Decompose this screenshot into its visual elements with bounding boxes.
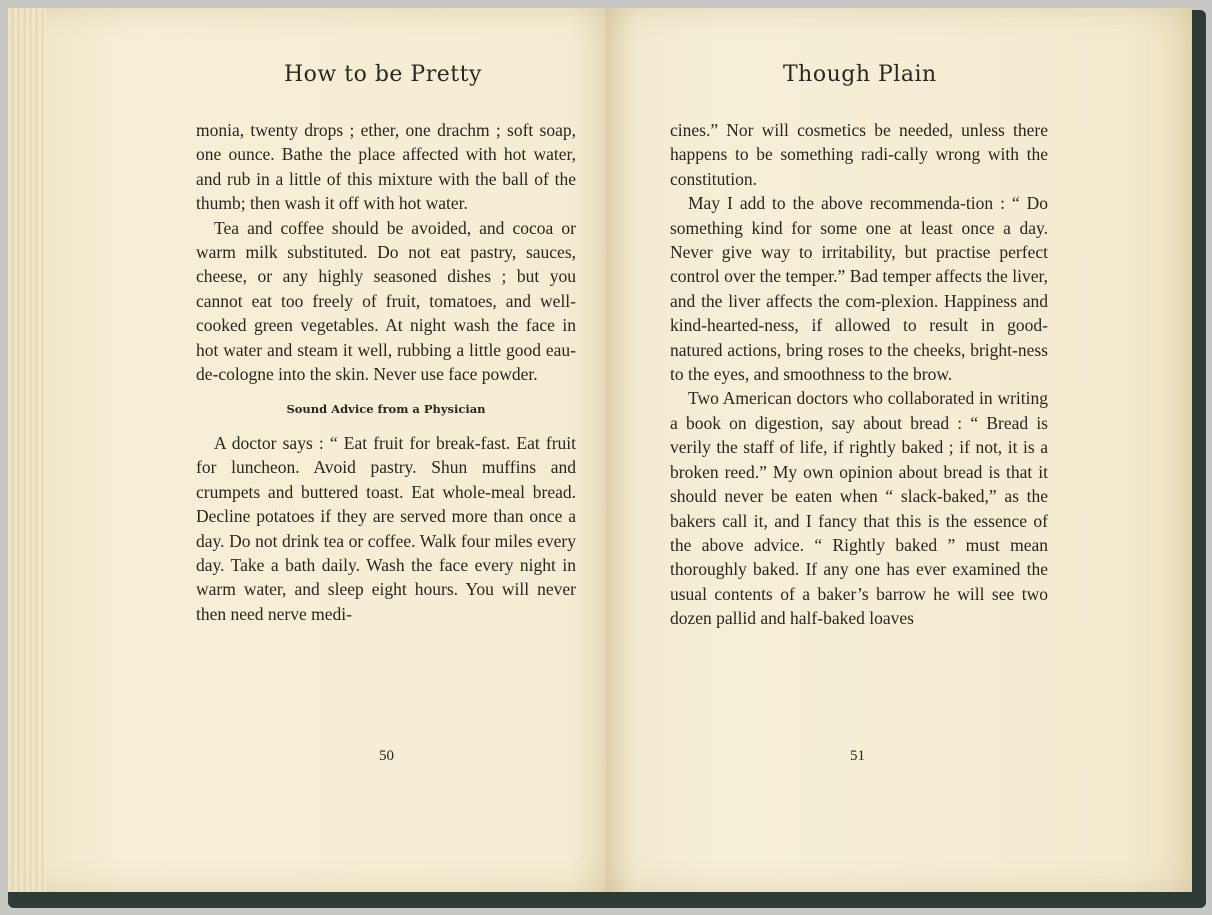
left-paragraph-3: A doctor says : “ Eat fruit for break-fast. Eat fruit for luncheon. Avoid pastry. Shun muffins and crumpets and buttered toast. Eat whole-meal bread. Decline potatoes if they are served more than once a day. Do not drink tea or coffee. Walk four miles every day. Take a bath daily. Wash the face every night in warm water, and sleep eight hours. You will never then need nerve medi- (196, 432, 576, 624)
left-running-head: How to be Pretty (284, 62, 482, 87)
right-paragraph-2: May I add to the above recommenda-tion : “ Do something kind for some one at least once a day. Never give way to irritability, but practise perfect control over the temper.” Bad temper affects the liver, and the liver affects the com-plexion. Happiness and kind-hearted-ness, if allowed to result in good-natured actions, bring roses to the cheeks, bright-ness to the eyes, and smoothness to the brow. (670, 193, 1048, 385)
left-page-number: 50 (379, 748, 394, 764)
right-running-head: Though Plain (783, 62, 937, 87)
right-paragraph-3: Two American doctors who collaborated in writing a book on digestion, say about bread : “ Bread is verily the staff of life, if rightly baked ; if not, it is a broken reed.” My own opinion about bread is that it should never be eaten when “ slack-baked,” as the bakers call it, and I fancy that this is the essence of the above advice. “ Rightly baked ” must mean thoroughly baked. If any one has ever examined the usual contents of a baker’s barrow he will see two dozen pallid and half-baked loaves (670, 388, 1048, 629)
page-edges (8, 8, 46, 892)
right-text-block (670, 118, 1048, 631)
right-paragraph-1: cines.” Nor will cosmetics be needed, unless there happens to be something radi-cally wrong with the constitution. (670, 120, 1048, 189)
left-paragraph-2: Tea and coffee should be avoided, and cocoa or warm milk substituted. Do not eat pastry, sauces, cheese, or any highly seasoned dishes ; but you cannot eat too freely of fruit, tomatoes, and well-cooked green vegetables. At night wash the face in hot water and steam it well, rubbing a little good eau-de-cologne into the skin. Never use face powder. (196, 217, 576, 385)
left-text-block (196, 118, 576, 626)
section-subheading: Sound Advice from a Physician (286, 402, 486, 417)
left-paragraph-1: monia, twenty drops ; ether, one drachm ; soft soap, one ounce. Bathe the place affected with hot water, and rub in a little of this mixture with the ball of the thumb; then wash it off with hot water. (196, 120, 576, 214)
right-page-number: 51 (850, 748, 865, 764)
